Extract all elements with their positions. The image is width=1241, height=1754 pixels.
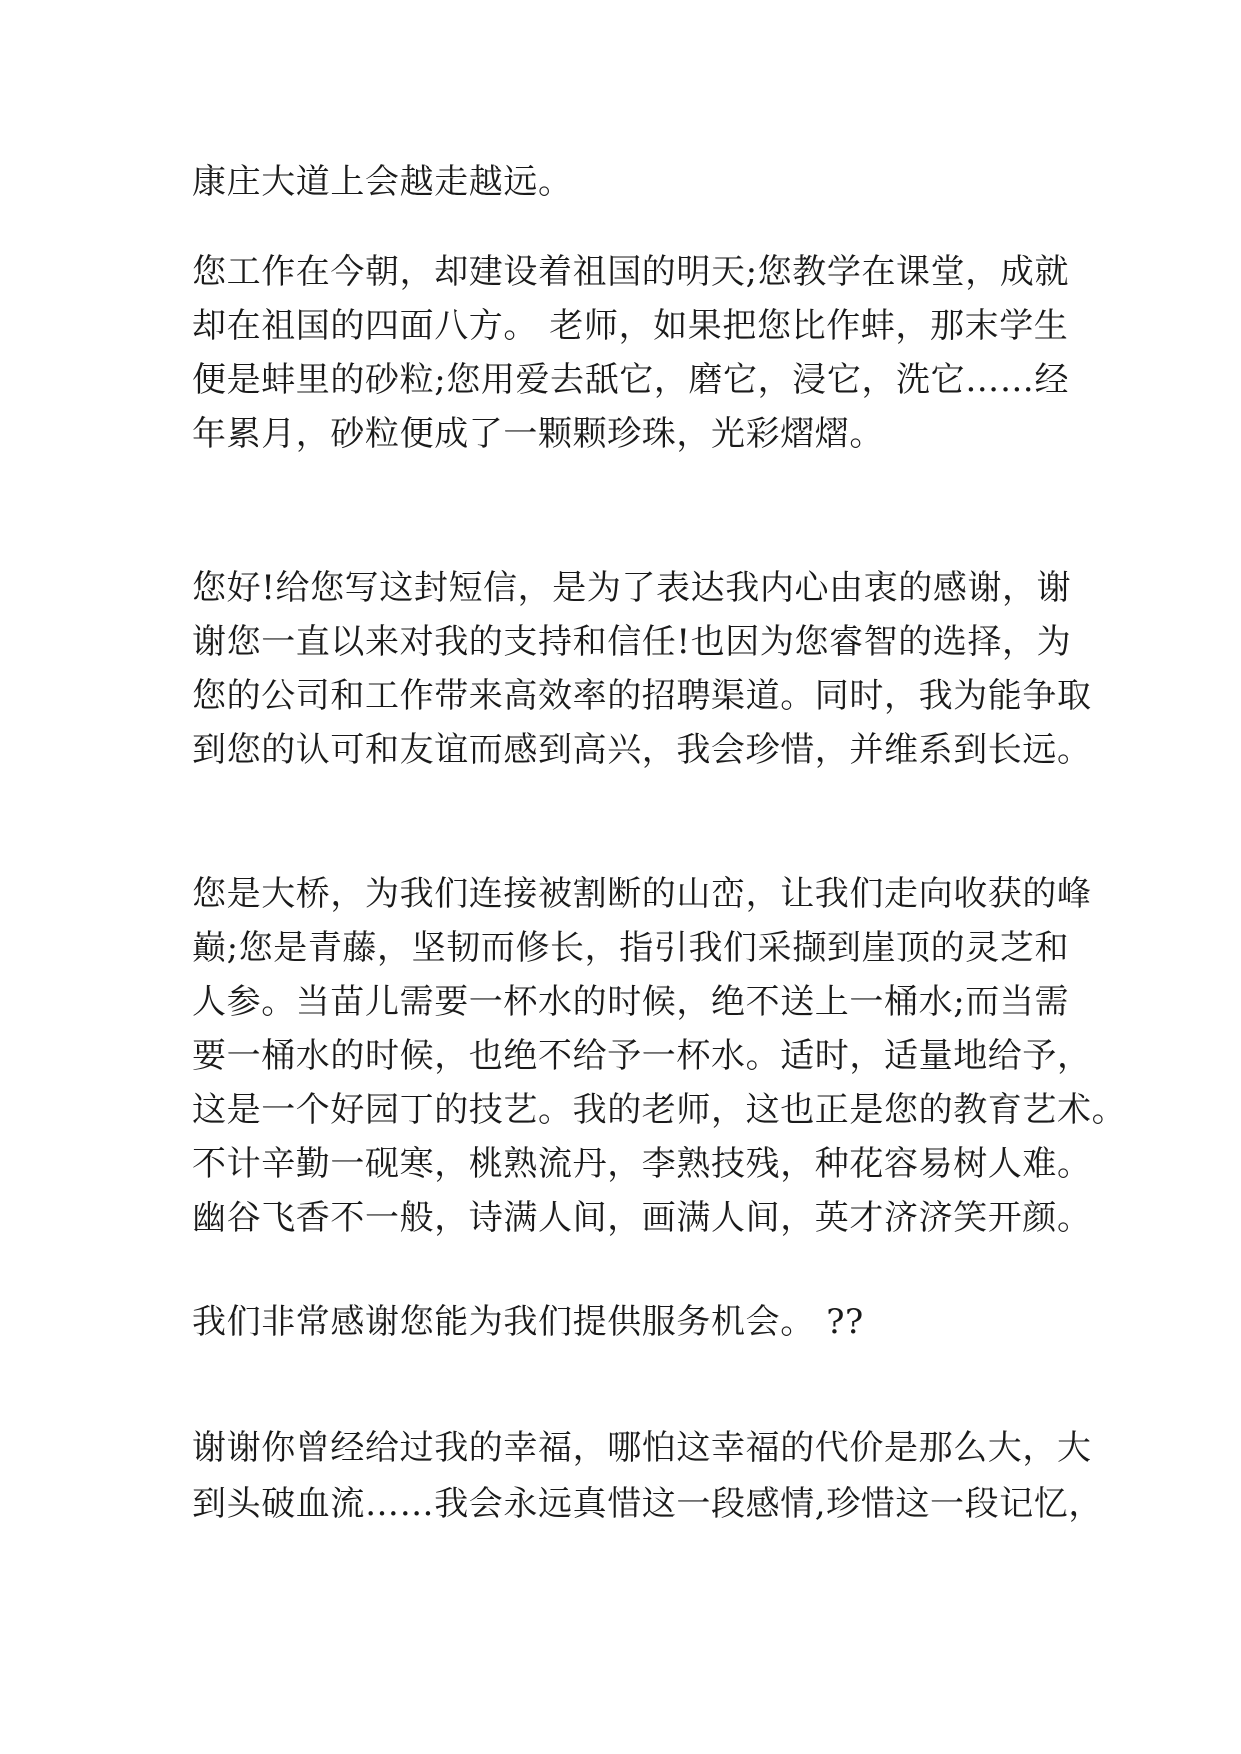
text-line: 康庄大道上会越走越远。: [192, 162, 573, 202]
text-line: 到头破血流……我会永远真惜这一段感情,珍惜这一段记忆，: [192, 1484, 1104, 1524]
text-line: 您工作在今朝，却建设着祖国的明天;您教学在课堂，成就: [192, 252, 1070, 292]
text-line: 巅;您是青藤，坚韧而修长，指引我们采撷到崖顶的灵芝和: [192, 928, 1070, 968]
text-line: 不计辛勤一砚寒，桃熟流丹，李熟技残，种花容易树人难。: [192, 1144, 1092, 1184]
text-line: 这是一个好园丁的技艺。我的老师，这也正是您的教育艺术。: [192, 1090, 1127, 1130]
text-line: 谢您一直以来对我的支持和信任!也因为您睿智的选择，为: [192, 622, 1072, 662]
text-line: 您好!给您写这封短信，是为了表达我内心由衷的感谢，谢: [192, 568, 1072, 608]
text-line: 却在祖国的四面八方。 老师，如果把您比作蚌，那末学生: [192, 306, 1069, 346]
text-line: 人参。当苗儿需要一杯水的时候，绝不送上一桶水;而当需: [192, 982, 1070, 1022]
text-line: 要一桶水的时候，也绝不给予一杯水。适时，适量地给予，: [192, 1036, 1092, 1076]
text-line: 我们非常感谢您能为我们提供服务机会。 ??: [192, 1302, 864, 1342]
text-line: 年累月，砂粒便成了一颗颗珍珠，光彩熠熠。: [192, 414, 884, 454]
text-line: 谢谢你曾经给过我的幸福，哪怕这幸福的代价是那么大，大: [192, 1428, 1092, 1468]
text-line: 您是大桥，为我们连接被割断的山峦，让我们走向收获的峰: [192, 874, 1092, 914]
text-line: 幽谷飞香不一般，诗满人间，画满人间，英才济济笑开颜。: [192, 1198, 1092, 1238]
text-line: 您的公司和工作带来高效率的招聘渠道。同时，我为能争取: [192, 676, 1092, 716]
text-line: 到您的认可和友谊而感到高兴，我会珍惜，并维系到长远。: [192, 730, 1092, 770]
text-line: 便是蚌里的砂粒;您用爱去舐它，磨它，浸它，洗它……经: [192, 360, 1070, 400]
